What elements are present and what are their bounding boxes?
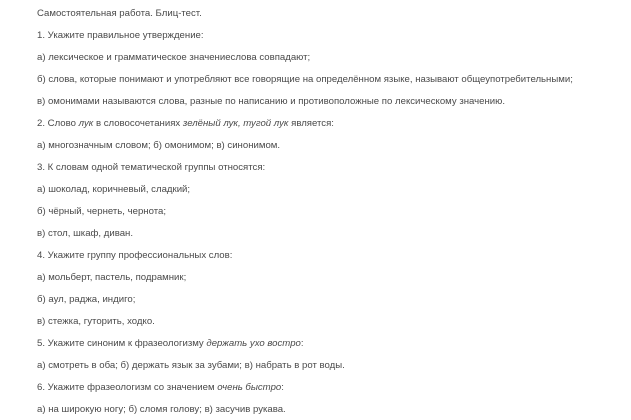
question-5-idiom: держать ухо востро	[206, 338, 301, 349]
question-4-option-b: б) аул, раджа, индиго;	[37, 294, 136, 305]
question-2-middle: в словосочетаниях	[93, 118, 183, 129]
question-6	[37, 382, 284, 394]
question-6-answers: а) на широкую ногу; б) сломя голову; в) засучив рукава.	[37, 404, 286, 415]
question-4-option-c: в) стежка, гуторить, ходко.	[37, 316, 155, 327]
question-6-suffix: :	[281, 382, 284, 393]
question-2-prefix: 2. Слово	[37, 118, 79, 129]
question-2	[37, 118, 334, 130]
question-3-option-a: а) шоколад, коричневый, сладкий;	[37, 184, 191, 195]
question-1-option-a: а) лексическое и грамматическое значениеслова совпадают;	[37, 52, 311, 63]
question-4-option-a: а) мольберт, пастель, подрамник;	[37, 272, 187, 283]
question-1-option-b: б) слова, которые понимают и употребляют все говорящие на определённом языке, называют общеупотребительными;	[37, 74, 573, 85]
question-1: 1. Укажите правильное утверждение:	[37, 30, 204, 41]
document-title: Самостоятельная работа. Блиц-тест.	[37, 8, 202, 19]
question-6-prefix: 6. Укажите фразеологизм со значением	[37, 382, 218, 393]
question-6-meaning: очень быстро	[217, 382, 282, 393]
question-2-phrases: зелёный лук, тугой лук	[182, 118, 289, 129]
question-5-prefix: 5. Укажите синоним к фразеологизму	[37, 338, 207, 349]
question-5-answers: а) смотреть в оба; б) держать язык за зубами; в) набрать в рот воды.	[37, 360, 345, 371]
question-3-option-c: в) стол, шкаф, диван.	[37, 228, 134, 239]
question-4: 4. Укажите группу профессиональных слов:	[37, 250, 233, 261]
question-5-suffix: :	[300, 338, 304, 349]
question-5	[37, 338, 304, 350]
question-3-option-b: б) чёрный, чернеть, чернота;	[37, 206, 166, 217]
question-2-word: лук	[78, 118, 94, 129]
question-1-option-c: в) омонимами называются слова, разные по написанию и противоположные по лексическому значению.	[37, 96, 506, 107]
question-3: 3. К словам одной тематической группы относятся:	[37, 162, 266, 173]
question-2-answers: а) многозначным словом; б) омонимом; в) синонимом.	[37, 140, 281, 151]
question-2-suffix: является:	[288, 118, 334, 129]
